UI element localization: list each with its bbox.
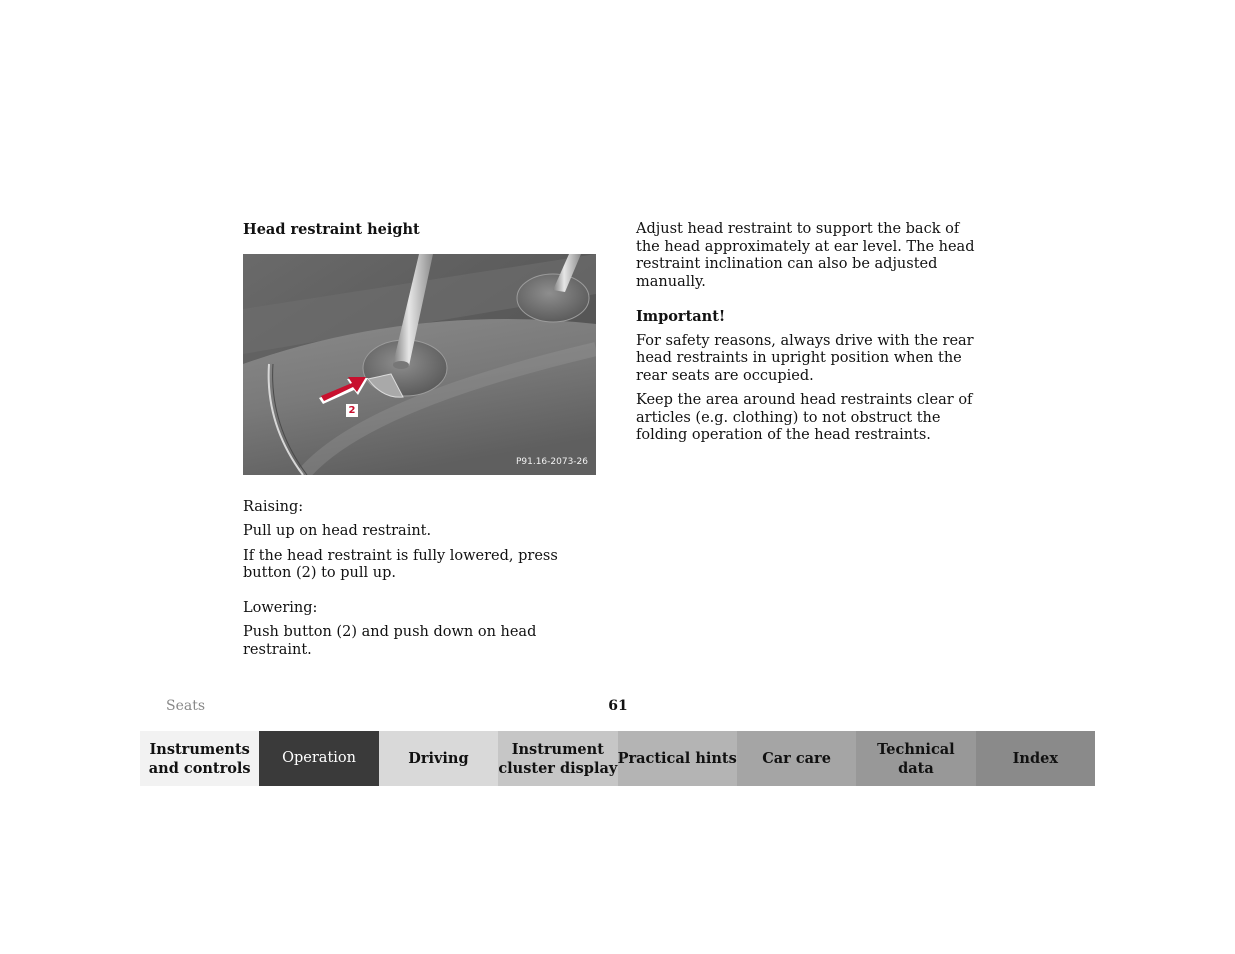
note-paragraph: Keep the area around head restraints clear of articles (e.g. clothing) to not obstruct the folding operation of the head restraints. [636, 392, 973, 443]
important-heading: Important! [636, 308, 726, 325]
tab-operation[interactable]: Operation [259, 731, 378, 786]
tab-technical-data[interactable]: Technical data [856, 731, 975, 786]
illustration-drawing [243, 254, 596, 475]
tab-instruments-and-controls[interactable]: Instruments and controls [140, 731, 259, 786]
raising-note: If the head restraint is fully lowered, press button (2) to pull up. [243, 547, 558, 581]
tab-instrument-cluster-display[interactable]: Instrument cluster display [498, 731, 617, 786]
left-column [243, 221, 603, 659]
raising-label: Raising: [243, 498, 304, 515]
important-paragraph: For safety reasons, always drive with the rear head restraints in upright position when the rear seats are occupied. [636, 332, 974, 384]
chapter-navigation [140, 731, 1095, 786]
tab-practical-hints[interactable]: Practical hints [618, 731, 737, 786]
intro-paragraph: Adjust head restraint to support the back of the head approximately at ear level. The head restraint inclination can also be adjusted manually. [636, 221, 975, 290]
tab-index[interactable]: Index [976, 731, 1095, 786]
section-heading: Head restraint height [243, 221, 420, 238]
lowering-step: Push button (2) and push down on head restraint. [243, 624, 537, 658]
footer-section-title: Seats [166, 698, 206, 714]
right-column [636, 221, 986, 445]
raising-step: Pull up on head restraint. [243, 523, 432, 539]
page-number: 61 [608, 698, 628, 714]
callout-number: 2 [346, 404, 358, 417]
tab-car-care[interactable]: Car care [737, 731, 856, 786]
lowering-label: Lowering: [243, 599, 318, 616]
head-restraint-illustration [243, 254, 596, 475]
figure-code: P91.16-2073-26 [515, 457, 588, 467]
tab-driving[interactable]: Driving [379, 731, 498, 786]
